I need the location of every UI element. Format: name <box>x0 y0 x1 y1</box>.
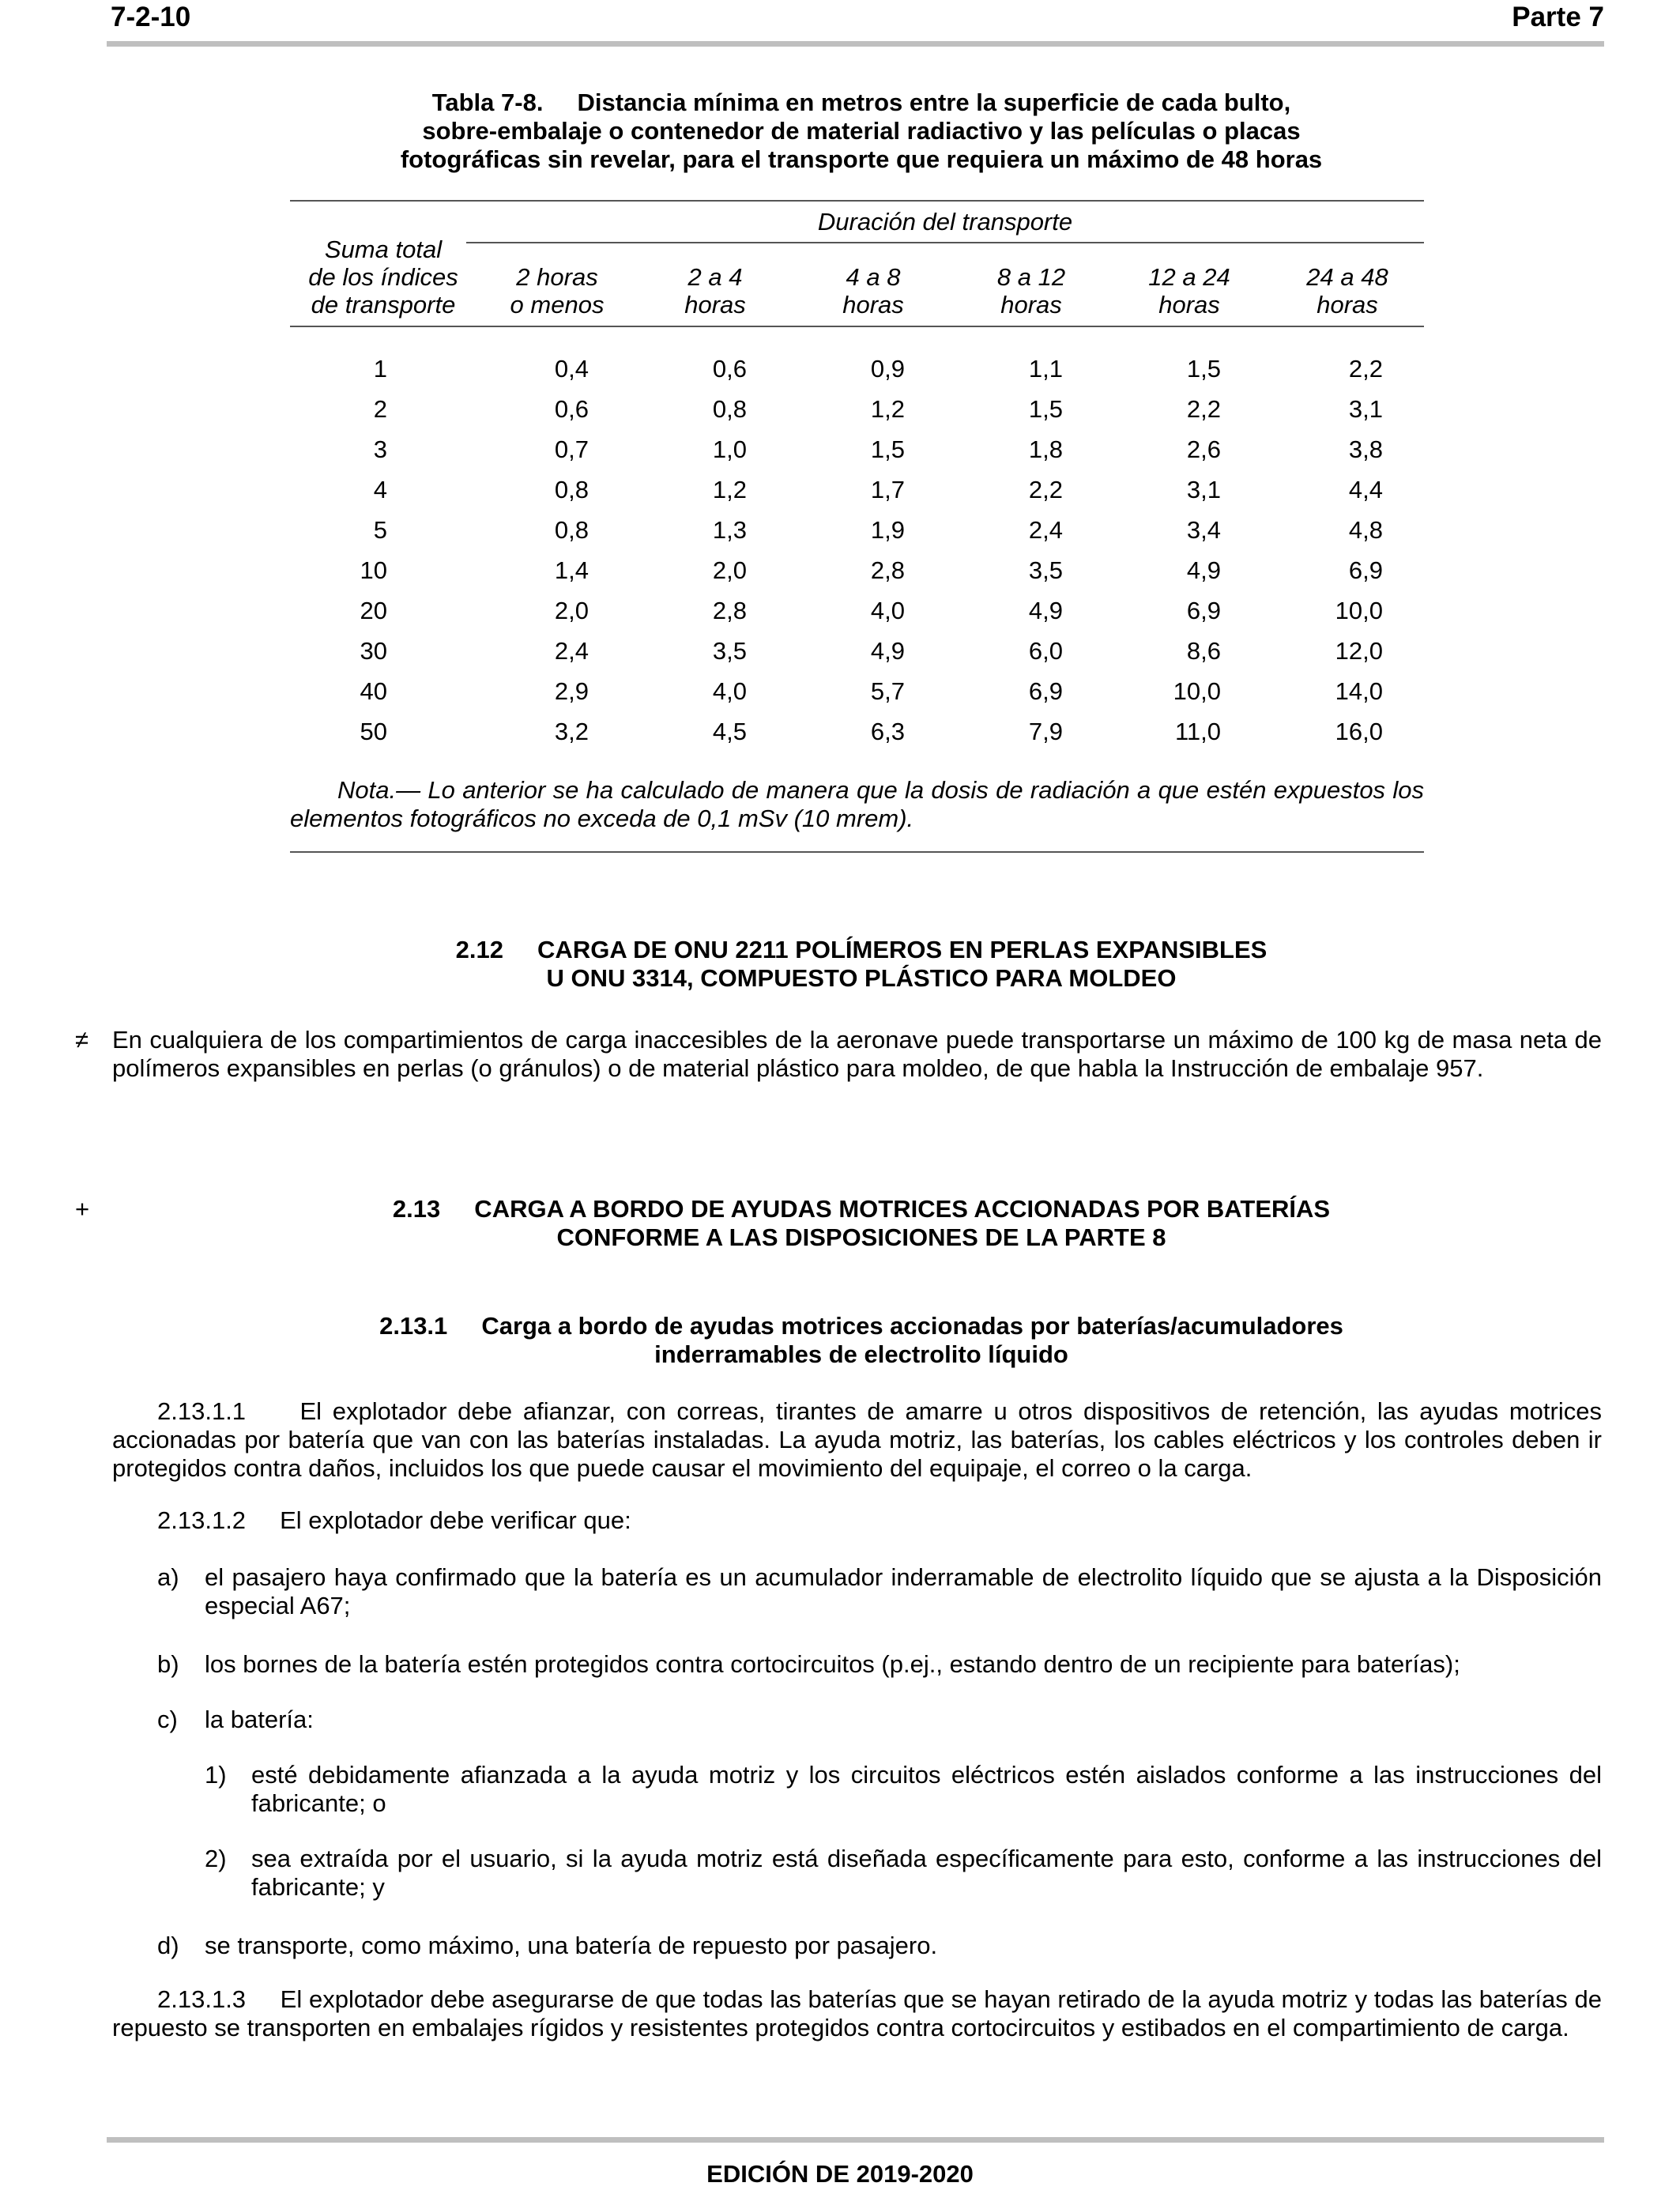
section-2-12-title <box>237 936 1486 993</box>
table-row <box>292 429 1383 469</box>
table-cell: 6,9 <box>1028 677 1063 705</box>
header-line: de transporte <box>311 291 456 319</box>
paragraph-2-13-1-1: 2.13.1.1 El explotador debe afianzar, con correas, tirantes de amarre u otros dispositivos de retención, las ayudas motrices accionadas por batería que van con las baterías instaladas. La ayuda motriz, las baterías, los cables eléctricos y los controles deben ir protegidos contra daños, incluidos los que puede causar el movimiento del equipaje, el correo o la carga. <box>112 1397 1609 1482</box>
table-cell: 2 <box>373 395 387 423</box>
table-cell: 1,5 <box>870 435 905 463</box>
table-cell: 0,8 <box>712 395 747 423</box>
table-cell: 1,7 <box>870 476 905 503</box>
table-cell: 2,0 <box>554 597 589 624</box>
table-cell: 0,6 <box>712 355 747 383</box>
table-cell: 3,1 <box>1186 476 1221 503</box>
list-item: se transporte, como máximo, una batería de repuesto por pasajero. <box>205 1932 938 1959</box>
table-cell: 12,0 <box>1335 637 1383 665</box>
header-line: de los índices <box>308 263 458 291</box>
table-cell: 10 <box>360 556 387 584</box>
table-row <box>292 469 1383 510</box>
title-line: U ONU 3314, COMPUESTO PLÁSTICO PARA MOLDEO <box>546 964 1177 992</box>
title-line: 2.13.1 Carga a bordo de ayudas motrices accionadas por baterías/acumuladores <box>379 1312 1343 1340</box>
list-item: los bornes de la batería estén protegidos contra cortocircuitos (p.ej., estando dentro de un recipiente para baterías); <box>205 1650 1460 1678</box>
table-bottom-rule <box>290 851 1424 853</box>
table-cell: 6,9 <box>1186 597 1221 624</box>
table-row <box>292 711 1383 752</box>
header-line: horas <box>1158 291 1220 319</box>
col-header-8-12 <box>964 263 1098 319</box>
table-cell: 1 <box>373 355 387 383</box>
header-line: horas <box>1317 291 1378 319</box>
col-header-4-8 <box>806 263 940 319</box>
table-cell: 11,0 <box>1174 718 1221 745</box>
header-line: o menos <box>510 291 605 319</box>
table-row <box>292 349 1383 389</box>
table-top-rule <box>290 200 1424 202</box>
table-cell: 1,5 <box>1028 395 1063 423</box>
table-cell: 4,4 <box>1348 476 1383 503</box>
table-cell: 14,0 <box>1335 677 1383 705</box>
section-2-13-title <box>158 1195 1565 1252</box>
header-line: horas <box>1000 291 1062 319</box>
table-cell: 2,2 <box>1028 476 1063 503</box>
col-header-12-24 <box>1122 263 1256 319</box>
table-row <box>292 550 1383 590</box>
table-cell: 0,8 <box>554 516 589 544</box>
table-cell: 1,4 <box>554 556 589 584</box>
header-rule <box>107 41 1604 47</box>
header-line: 2 a 4 <box>687 263 743 291</box>
table-cell: 0,6 <box>554 395 589 423</box>
table-caption <box>237 89 1486 174</box>
table-cell: 4,9 <box>1028 597 1063 624</box>
paragraph-2-13-1-2: 2.13.1.2 El explotador debe verificar que: <box>157 1506 631 1534</box>
table-cell: 30 <box>360 637 387 665</box>
part-label: Parte 7 <box>1512 2 1604 32</box>
table-cell: 4,5 <box>712 718 747 745</box>
table-cell: 4,8 <box>1348 516 1383 544</box>
subitem-label: 1) <box>205 1761 227 1789</box>
header-line: 8 a 12 <box>996 263 1066 291</box>
table-cell: 2,6 <box>1186 435 1221 463</box>
table-cell: 3 <box>373 435 387 463</box>
table-cell: 2,8 <box>712 597 747 624</box>
table-cell: 2,8 <box>870 556 905 584</box>
table-cell: 10,0 <box>1173 677 1221 705</box>
title-line: inderramables de electrolito líquido <box>654 1340 1068 1368</box>
group-header-rule <box>466 242 1424 243</box>
table-cell: 2,4 <box>1028 516 1063 544</box>
sub-list-item: esté debidamente afianzada a la ayuda motriz y los circuitos eléctricos estén aislados conforme a las instrucciones del fabricante; o <box>251 1761 1602 1817</box>
table-cell: 0,8 <box>554 476 589 503</box>
table-cell: 3,8 <box>1348 435 1383 463</box>
header-line: Suma total <box>324 236 443 263</box>
list-item: el pasajero haya confirmado que la batería es un acumulador inderramable de electrolito líquido que se ajusta a la Disposición especial A67; <box>205 1563 1602 1619</box>
table-cell: 50 <box>360 718 387 745</box>
title-line: 2.12 CARGA DE ONU 2211 POLÍMEROS EN PERLAS EXPANSIBLES <box>455 936 1268 963</box>
table-cell: 5 <box>373 516 387 544</box>
table-row <box>292 671 1383 711</box>
group-header: Duración del transporte <box>817 208 1073 236</box>
header-line: 24 a 48 <box>1306 263 1388 291</box>
table-cell: 10,0 <box>1335 597 1383 624</box>
table-cell: 40 <box>360 677 387 705</box>
header-line: horas <box>684 291 746 319</box>
section-2-12-body: En cualquiera de los compartimientos de carga inaccesibles de la aeronave puede transportarse un máximo de 100 kg de masa neta de polímeros expansibles en perlas (o gránulos) o de material plástico para moldeo, de que habla la Instrucción de embalaje 957. <box>112 1026 1602 1082</box>
table-cell: 3,5 <box>712 637 747 665</box>
table-cell: 7,9 <box>1028 718 1063 745</box>
table-cell: 1,0 <box>712 435 747 463</box>
item-label: a) <box>157 1563 179 1591</box>
header-line: 12 a 24 <box>1148 263 1230 291</box>
table-row <box>292 510 1383 550</box>
table-cell: 8,6 <box>1186 637 1221 665</box>
table-cell: 2,0 <box>712 556 747 584</box>
change-marker: ≠ <box>75 1026 89 1054</box>
paragraph-2-13-1-3: 2.13.1.3 El explotador debe asegurarse de que todas las baterías que se hayan retirado de la ayuda motriz y todas las baterías de repuesto se transporten en embalajes rígidos y resistentes protegidos contra cortocircuitos y estibados en el compartimiento de carga. <box>112 1985 1609 2041</box>
table-cell: 1,3 <box>712 516 747 544</box>
title-line: 2.13 CARGA A BORDO DE AYUDAS MOTRICES ACCIONADAS POR BATERÍAS <box>392 1195 1331 1223</box>
table-cell: 3,1 <box>1348 395 1383 423</box>
table-cell: 4,9 <box>870 637 905 665</box>
caption-line-3: fotográficas sin revelar, para el transporte que requiera un máximo de 48 horas <box>400 145 1323 173</box>
page-number: 7-2-10 <box>111 2 191 32</box>
table-cell: 1,5 <box>1186 355 1221 383</box>
table-cell: 6,9 <box>1348 556 1383 584</box>
item-label: b) <box>157 1650 179 1678</box>
table-cell: 6,0 <box>1028 637 1063 665</box>
edition-footer: EDICIÓN DE 2019-2020 <box>706 2160 974 2188</box>
item-label: c) <box>157 1706 178 1733</box>
subitem-label: 2) <box>205 1845 227 1872</box>
table-cell: 3,2 <box>554 718 589 745</box>
table-cell: 1,2 <box>712 476 747 503</box>
table-cell: 16,0 <box>1335 718 1383 745</box>
table-cell: 1,8 <box>1028 435 1063 463</box>
table-cell: 2,2 <box>1186 395 1221 423</box>
subsection-2-13-1-title <box>158 1312 1565 1369</box>
table-cell: 2,9 <box>554 677 589 705</box>
first-col-header <box>292 236 474 319</box>
table-row <box>292 631 1383 671</box>
table-cell: 1,2 <box>870 395 905 423</box>
sub-list-item: sea extraída por el usuario, si la ayuda motriz está diseñada específicamente para esto, conforme a las instrucciones del fabricante; y <box>251 1845 1602 1901</box>
table-row <box>292 590 1383 631</box>
table-cell: 3,5 <box>1028 556 1063 584</box>
table-cell: 0,4 <box>554 355 589 383</box>
header-line: 2 horas <box>516 263 598 291</box>
header-bottom-rule <box>290 326 1424 327</box>
table-cell: 1,1 <box>1028 355 1063 383</box>
col-header-2-4 <box>648 263 782 319</box>
table-cell: 20 <box>360 597 387 624</box>
list-item: la batería: <box>205 1706 314 1733</box>
table-cell: 4 <box>373 476 387 503</box>
table-cell: 4,9 <box>1186 556 1221 584</box>
table-cell: 1,9 <box>870 516 905 544</box>
table-cell: 4,0 <box>870 597 905 624</box>
table-cell: 3,4 <box>1186 516 1221 544</box>
header-line: horas <box>842 291 904 319</box>
table-cell: 2,4 <box>554 637 589 665</box>
table-cell: 4,0 <box>712 677 747 705</box>
table-cell: 6,3 <box>870 718 905 745</box>
table-note: Nota.— Lo anterior se ha calculado de manera que la dosis de radiación a que estén expuestos los elementos fotográficos no exceda de 0,1 mSv (10 mrem). <box>290 776 1424 832</box>
addition-marker: + <box>75 1195 90 1223</box>
table-cell: 5,7 <box>870 677 905 705</box>
table-cell: 0,7 <box>554 435 589 463</box>
title-line: CONFORME A LAS DISPOSICIONES DE LA PARTE 8 <box>556 1223 1166 1251</box>
table-cell: 0,9 <box>870 355 905 383</box>
caption-line-2: sobre-embalaje o contenedor de material radiactivo y las películas o placas <box>422 117 1301 145</box>
footer-rule <box>107 2137 1604 2143</box>
col-header-2h <box>490 263 624 319</box>
header-line: 4 a 8 <box>846 263 901 291</box>
col-header-24-48 <box>1280 263 1414 319</box>
caption-line-1: Tabla 7-8. Distancia mínima en metros entre la superficie de cada bulto, <box>431 89 1291 116</box>
item-label: d) <box>157 1932 179 1959</box>
table-cell: 2,2 <box>1348 355 1383 383</box>
table-row <box>292 389 1383 429</box>
